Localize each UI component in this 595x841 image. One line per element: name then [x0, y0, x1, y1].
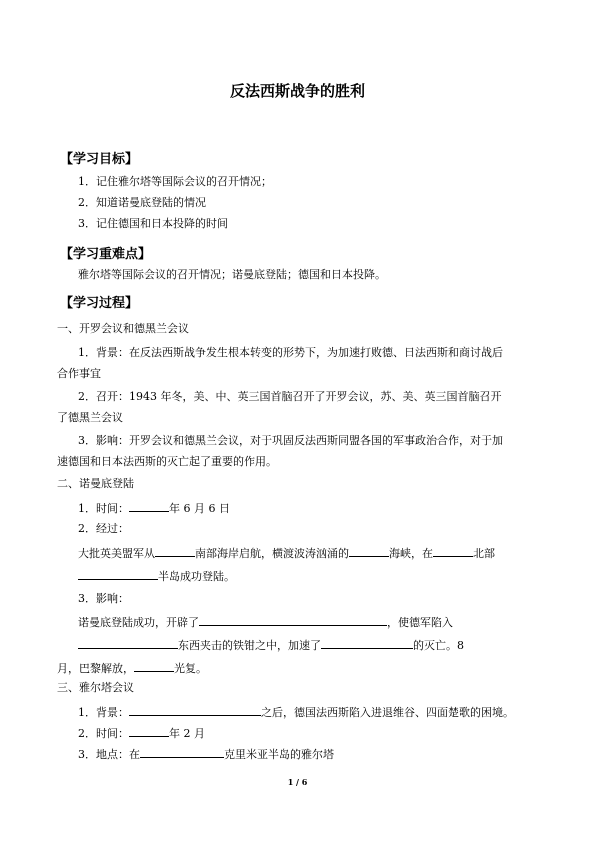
s2-impact-text-b: ，使德军陷入: [387, 616, 453, 629]
s2-impact-text-f: 光复。: [174, 662, 207, 675]
s2-process-text-c: 海峡，在: [389, 547, 433, 560]
s2-time-suffix: 年 6 月 6 日: [169, 502, 230, 515]
goals-heading: 【学习目标】: [60, 152, 139, 167]
s2-time-blank: [129, 500, 169, 512]
s3-background-text: 之后，德国法西斯陷入进退维谷、四面楚歌的困境。: [261, 706, 514, 719]
s2-blank-peninsula: [78, 568, 158, 580]
goal-item-1: 1．记住雅尔塔等国际会议的召开情况；: [78, 175, 272, 188]
page-title: 反法西斯战争的胜利: [229, 82, 365, 100]
s1-convene-line-1: 2．召开：1943 年冬，美、中、英三国首脑召开了开罗会议，苏、美、英三国首脑召开: [78, 390, 502, 403]
s1-background-line-2: 合作事宜: [57, 367, 101, 380]
s2-blank-restored: [134, 660, 174, 672]
s3-background-label: 1．背景：: [78, 706, 129, 719]
keypoints-heading: 【学习重难点】: [60, 247, 152, 262]
s2-impact-line-1: [78, 614, 453, 630]
s1-convene-line-2: 了德黑兰会议: [57, 411, 123, 424]
s1-impact-line-1: 3．影响：开罗会议和德黑兰会议，对于巩固反法西斯同盟各国的军事政治合作，对于加: [78, 434, 503, 447]
s2-blank-demise: [321, 637, 413, 649]
section-1-title: 一、开罗会议和德黑兰会议: [57, 322, 189, 335]
s2-blank-pincer: [78, 637, 178, 649]
s2-impact-line-3: [57, 660, 207, 676]
s2-blank-front: [199, 614, 387, 626]
s3-location-label: 3．地点：在: [78, 748, 140, 761]
s2-process-text-d: 北部: [473, 547, 495, 560]
s2-process-line-2: [78, 568, 235, 584]
s3-time-suffix: 年 2 月: [169, 727, 205, 740]
s3-blank-year: [129, 725, 169, 737]
section-3-title: 三、雅尔塔会议: [57, 681, 134, 694]
keypoints-text: 雅尔塔等国际会议的召开情况；诺曼底登陆；德国和日本投降。: [78, 268, 386, 281]
section-2-title: 二、诺曼底登陆: [57, 477, 134, 490]
s2-impact-line-2: [78, 637, 464, 653]
goal-item-2: 2．知道诺曼底登陆的情况: [78, 196, 206, 209]
s2-process-line-1: [78, 545, 495, 561]
s2-blank-region: [433, 545, 473, 557]
s3-blank-background: [129, 704, 261, 716]
s2-impact-label: 3．影响：: [78, 592, 129, 605]
s1-background-line-1: 1．背景：在反法西斯战争发生根本转变的形势下，为加速打败德、日法西斯和商讨战后: [78, 346, 503, 359]
s3-time-line: [78, 725, 205, 741]
s3-location-text: 克里米亚半岛的雅尔塔: [224, 748, 334, 761]
s3-location-line: [78, 746, 334, 762]
goal-item-3: 3．记住德国和日本投降的时间: [78, 217, 228, 230]
process-heading: 【学习过程】: [60, 296, 139, 311]
page-number: 1 / 6: [287, 777, 308, 787]
s2-blank-strait: [349, 545, 389, 557]
s2-process-label: 2．经过：: [78, 522, 129, 535]
s3-time-label: 2．时间：: [78, 727, 129, 740]
s3-background-line: [78, 704, 514, 720]
s2-impact-text-d: 的灭亡。8: [413, 639, 464, 652]
s3-blank-country: [140, 746, 224, 758]
s2-impact-text-c: 东西夹击的铁钳之中，加速了: [178, 639, 321, 652]
s2-time-line: [78, 500, 230, 516]
s2-impact-text-e: 月，巴黎解放，: [57, 662, 134, 675]
s2-impact-text-a: 诺曼底登陆成功，开辟了: [78, 616, 199, 629]
s2-blank-country: [155, 545, 195, 557]
s2-process-text-b: 南部海岸启航，横渡波涛汹涌的: [195, 547, 349, 560]
s1-impact-line-2: 速德国和日本法西斯的灭亡起了重要的作用。: [57, 455, 277, 468]
s2-time-label: 1．时间：: [78, 502, 129, 515]
s2-process-text-a: 大批英美盟军从: [78, 547, 155, 560]
s2-process-text-e: 半岛成功登陆。: [158, 570, 235, 583]
